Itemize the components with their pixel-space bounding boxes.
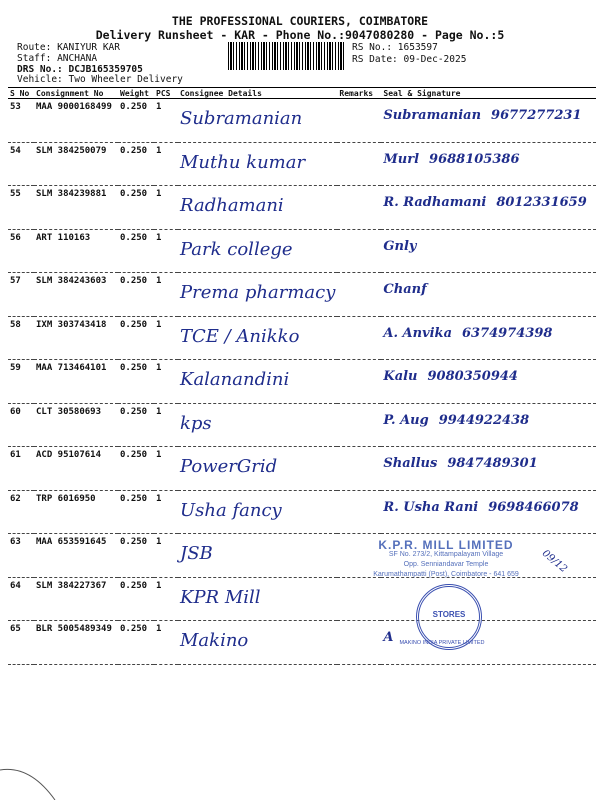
col-signature: Seal & Signature bbox=[381, 88, 596, 99]
row-consignment-no: MAA 9000168499 bbox=[34, 99, 118, 143]
table-row bbox=[8, 99, 596, 143]
row-consignee-cell bbox=[178, 186, 337, 230]
consignee-handwriting: KPR Mill bbox=[180, 586, 261, 608]
consignee-handwriting: Makino bbox=[180, 630, 249, 651]
rs-no-line bbox=[352, 42, 438, 53]
row-pcs: 1 bbox=[154, 360, 178, 404]
consignee-handwriting: Radhamani bbox=[180, 195, 284, 216]
row-signature-cell bbox=[381, 142, 596, 186]
signature-scribble: Gnly bbox=[383, 238, 417, 254]
row-pcs: 1 bbox=[154, 142, 178, 186]
consignee-handwriting: Usha fancy bbox=[180, 499, 282, 521]
route-line bbox=[17, 42, 120, 53]
rs-date-label: RS Date: bbox=[352, 54, 398, 65]
row-pcs: 1 bbox=[154, 490, 178, 534]
row-consignment-no: ART 110163 bbox=[34, 229, 118, 273]
table-row bbox=[8, 142, 596, 186]
row-pcs: 1 bbox=[154, 186, 178, 230]
runsheet-subtitle: Delivery Runsheet - KAR - Phone No.:9047080280 - Page No.:5 bbox=[95, 28, 505, 42]
consignee-handwriting: Kalanandini bbox=[180, 369, 290, 390]
row-signature-cell bbox=[381, 229, 596, 273]
makino-seal-ring-text: MAKINO INDIA PRIVATE LIMITED bbox=[399, 640, 485, 646]
staff-line bbox=[17, 53, 97, 64]
consignee-handwriting: Subramanian bbox=[180, 108, 303, 129]
row-weight: 0.250 bbox=[118, 316, 154, 360]
row-weight: 0.250 bbox=[118, 403, 154, 447]
rs-date-line bbox=[352, 54, 466, 65]
col-pcs: PCS bbox=[154, 88, 178, 99]
row-remarks bbox=[337, 621, 381, 665]
signature-scribble: Chanf bbox=[383, 282, 427, 297]
row-consignee-cell bbox=[178, 534, 337, 578]
row-consignment-no: SLM 384239881 bbox=[34, 186, 118, 230]
row-sno: 60 bbox=[8, 403, 34, 447]
row-remarks bbox=[337, 99, 381, 143]
consignee-handwriting: JSB bbox=[180, 543, 213, 564]
signature-scribble: Shallus bbox=[383, 456, 438, 471]
row-signature-cell bbox=[381, 99, 596, 143]
row-consignment-no: BLR 5005489349 bbox=[34, 621, 118, 665]
col-consignment: Consignment No bbox=[34, 88, 118, 99]
signature-scribble: R. Radhamani bbox=[383, 195, 487, 210]
row-signature-cell bbox=[381, 490, 596, 534]
row-weight: 0.250 bbox=[118, 142, 154, 186]
row-consignment-no: IXM 303743418 bbox=[34, 316, 118, 360]
row-consignment-no: SLM 384250079 bbox=[34, 142, 118, 186]
kpr-date-note: 09/12 bbox=[539, 548, 569, 575]
signature-phone: 9698466078 bbox=[488, 499, 579, 515]
row-consignee-cell bbox=[178, 490, 337, 534]
signature-phone: 9677277231 bbox=[491, 108, 582, 123]
drs-value: DCJB165359705 bbox=[68, 64, 143, 75]
signature-scribble: R. Usha Rani bbox=[383, 499, 479, 515]
row-pcs: 1 bbox=[154, 403, 178, 447]
col-remarks: Remarks bbox=[337, 88, 381, 99]
row-pcs: 1 bbox=[154, 273, 178, 317]
consignee-handwriting: PowerGrid bbox=[180, 456, 278, 477]
col-sno: S No bbox=[8, 88, 34, 99]
table-row bbox=[8, 490, 596, 534]
vehicle-label: Vehicle: bbox=[17, 74, 63, 85]
row-sno: 55 bbox=[8, 186, 34, 230]
row-remarks bbox=[337, 447, 381, 491]
row-signature-cell bbox=[381, 360, 596, 404]
signature-scribble: A bbox=[383, 630, 394, 645]
route-value: KANIYUR KAR bbox=[57, 42, 120, 53]
table-row bbox=[8, 621, 596, 665]
row-consignee-cell bbox=[178, 273, 337, 317]
row-weight: 0.250 bbox=[118, 534, 154, 578]
row-sno: 56 bbox=[8, 229, 34, 273]
consignee-handwriting: Park college bbox=[180, 238, 293, 260]
drs-label: DRS No.: bbox=[17, 64, 63, 75]
row-sno: 58 bbox=[8, 316, 34, 360]
table-row bbox=[8, 403, 596, 447]
signature-scribble: P. Aug bbox=[383, 412, 429, 428]
row-weight: 0.250 bbox=[118, 360, 154, 404]
row-signature-cell bbox=[381, 316, 596, 360]
row-sno: 57 bbox=[8, 273, 34, 317]
table-row bbox=[8, 229, 596, 273]
staff-label: Staff: bbox=[17, 53, 52, 64]
row-sno: 53 bbox=[8, 99, 34, 143]
row-pcs: 1 bbox=[154, 621, 178, 665]
page-edge-curve bbox=[0, 760, 60, 800]
signature-scribble: A. Anvika bbox=[383, 325, 452, 341]
row-pcs: 1 bbox=[154, 316, 178, 360]
row-weight: 0.250 bbox=[118, 447, 154, 491]
row-remarks bbox=[337, 186, 381, 230]
makino-seal-center: STORES bbox=[432, 610, 466, 619]
table-row bbox=[8, 186, 596, 230]
row-remarks bbox=[337, 360, 381, 404]
row-consignment-no: TRP 6016950 bbox=[34, 490, 118, 534]
row-weight: 0.250 bbox=[118, 99, 154, 143]
row-sno: 65 bbox=[8, 621, 34, 665]
rs-no-label: RS No.: bbox=[352, 42, 393, 53]
signature-phone: 9688105386 bbox=[429, 151, 520, 167]
signature-phone: 9847489301 bbox=[447, 456, 538, 471]
signature-scribble: Murl bbox=[383, 151, 420, 167]
rs-no-value: 1653597 bbox=[397, 42, 438, 53]
consignee-handwriting: Muthu kumar bbox=[180, 151, 306, 173]
kpr-stamp-line1: SF No. 273/2, Kittampalayam Village bbox=[388, 551, 504, 558]
row-weight: 0.250 bbox=[118, 621, 154, 665]
row-remarks bbox=[337, 403, 381, 447]
col-weight: Weight bbox=[118, 88, 154, 99]
row-pcs: 1 bbox=[154, 447, 178, 491]
row-weight: 0.250 bbox=[118, 229, 154, 273]
row-consignment-no: SLM 384227367 bbox=[34, 577, 118, 621]
row-sno: 61 bbox=[8, 447, 34, 491]
row-signature-cell bbox=[381, 273, 596, 317]
table-header-row bbox=[8, 88, 596, 99]
signature-scribble: Subramanian bbox=[383, 108, 482, 123]
row-consignee-cell bbox=[178, 316, 337, 360]
table-row bbox=[8, 273, 596, 317]
row-pcs: 1 bbox=[154, 99, 178, 143]
row-sno: 64 bbox=[8, 577, 34, 621]
signature-phone: 6374974398 bbox=[462, 325, 553, 341]
kpr-stamp-line2: Opp. Senniandavar Temple bbox=[403, 561, 489, 568]
row-consignee-cell bbox=[178, 621, 337, 665]
table-row bbox=[8, 360, 596, 404]
row-remarks bbox=[337, 273, 381, 317]
row-remarks bbox=[337, 142, 381, 186]
row-consignee-cell bbox=[178, 99, 337, 143]
row-consignee-cell bbox=[178, 577, 337, 621]
row-consignment-no: ACD 95107614 bbox=[34, 447, 118, 491]
kpr-stamp-line3: Karumathampatti (Post), Coimbatore - 641 659 bbox=[373, 571, 519, 578]
signature-phone: 8012331659 bbox=[496, 195, 587, 210]
row-pcs: 1 bbox=[154, 534, 178, 578]
row-signature-cell bbox=[381, 403, 596, 447]
row-consignee-cell bbox=[178, 142, 337, 186]
row-sno: 63 bbox=[8, 534, 34, 578]
row-consignee-cell bbox=[178, 447, 337, 491]
row-signature-cell bbox=[381, 186, 596, 230]
row-sno: 59 bbox=[8, 360, 34, 404]
vehicle-line bbox=[17, 74, 183, 85]
row-weight: 0.250 bbox=[118, 577, 154, 621]
row-consignment-no: MAA 713464101 bbox=[34, 360, 118, 404]
vehicle-value: Two Wheeler Delivery bbox=[68, 74, 183, 85]
signature-scribble: Kalu bbox=[383, 369, 418, 384]
row-pcs: 1 bbox=[154, 229, 178, 273]
consignee-handwriting: Prema pharmacy bbox=[180, 282, 336, 303]
row-weight: 0.250 bbox=[118, 490, 154, 534]
rs-date-value: 09-Dec-2025 bbox=[403, 54, 467, 65]
staff-value: ANCHANA bbox=[57, 53, 98, 64]
row-pcs: 1 bbox=[154, 577, 178, 621]
row-remarks bbox=[337, 316, 381, 360]
row-consignment-no: SLM 384243603 bbox=[34, 273, 118, 317]
row-weight: 0.250 bbox=[118, 186, 154, 230]
barcode bbox=[228, 42, 346, 70]
row-signature-cell bbox=[381, 447, 596, 491]
route-label: Route: bbox=[17, 42, 52, 53]
consignee-handwriting: TCE / Anikko bbox=[180, 325, 300, 347]
row-weight: 0.250 bbox=[118, 273, 154, 317]
row-consignment-no: CLT 30580693 bbox=[34, 403, 118, 447]
company-title: THE PROFESSIONAL COURIERS, COIMBATORE bbox=[171, 14, 429, 28]
table-row bbox=[8, 316, 596, 360]
signature-phone: 9080350944 bbox=[427, 369, 518, 384]
col-consignee: Consignee Details bbox=[178, 88, 337, 99]
table-row bbox=[8, 447, 596, 491]
row-consignment-no: MAA 653591645 bbox=[34, 534, 118, 578]
signature-phone: 9944922438 bbox=[438, 412, 530, 428]
row-sno: 62 bbox=[8, 490, 34, 534]
row-remarks bbox=[337, 490, 381, 534]
row-consignee-cell bbox=[178, 403, 337, 447]
row-remarks bbox=[337, 229, 381, 273]
consignee-handwriting: kps bbox=[180, 412, 212, 434]
row-consignee-cell bbox=[178, 360, 337, 404]
kpr-stamp-name: K.P.R. MILL LIMITED bbox=[378, 538, 514, 552]
kpr-mill-stamp bbox=[366, 540, 526, 588]
row-sno: 54 bbox=[8, 142, 34, 186]
row-consignee-cell bbox=[178, 229, 337, 273]
